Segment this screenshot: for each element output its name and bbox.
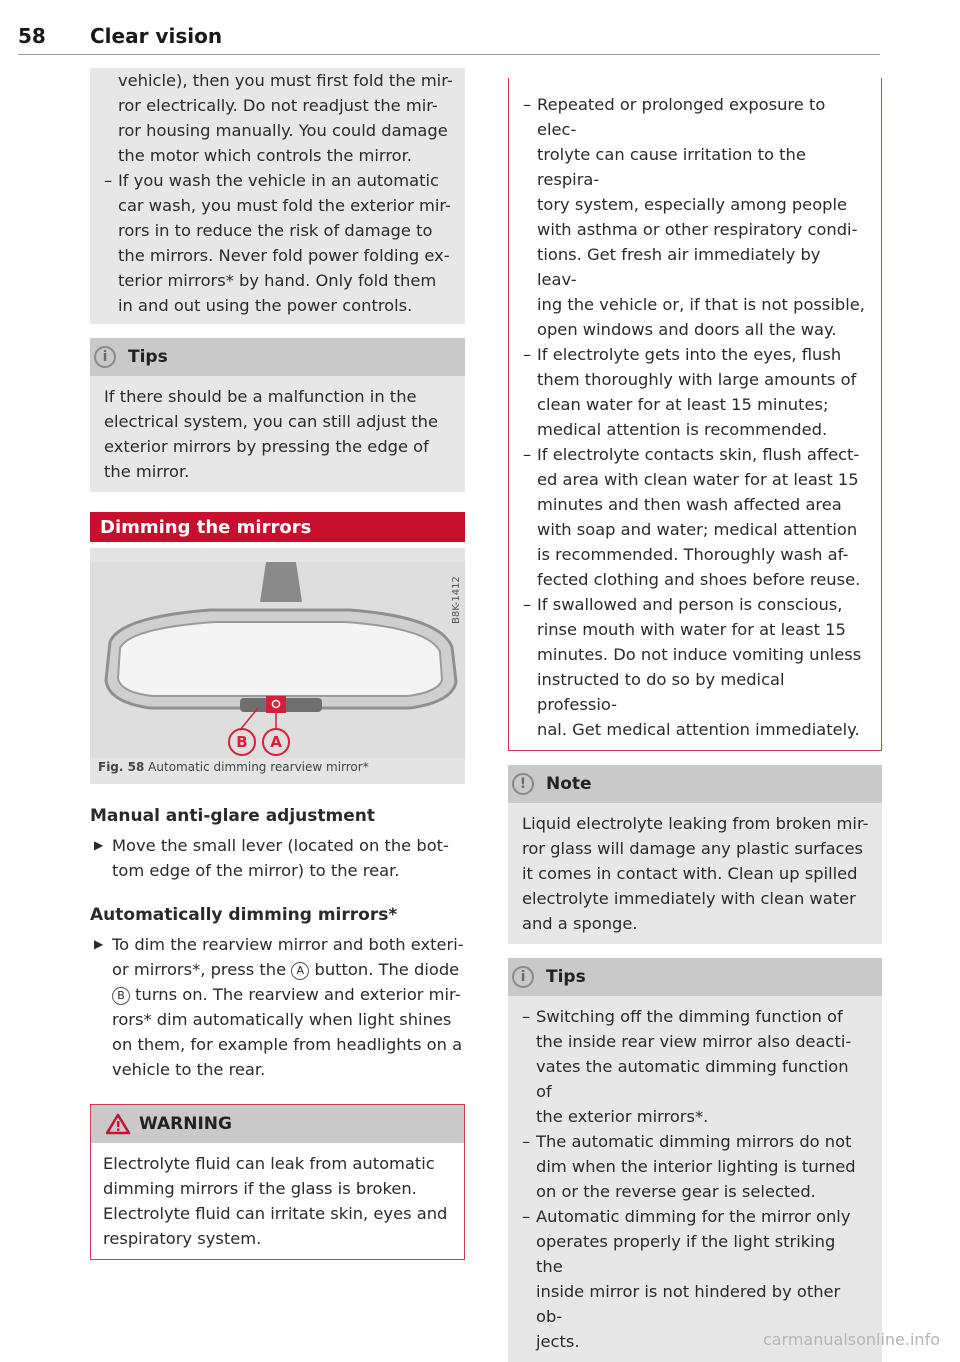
tips-box-left <box>90 338 465 492</box>
manual-step: ▶ Move the small lever (located on the bot- tom edge of the mirror) to the rear. <box>90 833 465 883</box>
tips-body: If there should be a malfunction in the electrical system, you can still adjust the exterior mirrors by pressing the edge of the mirror. <box>90 376 465 492</box>
diode-b-ref: B <box>112 987 130 1005</box>
section-banner: Dimming the mirrors <box>90 512 465 542</box>
list-item: – If you wash the vehicle in an automatic car wash, you must fold the exterior mir- rors in to reduce the risk of damage to the mirrors. Never fold power folding ex- terior mirrors* by hand. Only fold them in and out using the power controls. <box>104 171 451 315</box>
figure-code <box>447 552 463 624</box>
list-item: – Switching off the dimming function of the inside rear view mirror also deacti- vates the automatic dimming function of the exterior mirrors*. <box>522 1007 852 1126</box>
figure-mirror <box>90 548 465 784</box>
list-item: – If swallowed and person is conscious, rinse mouth with water for at least 15 minutes. Do not induce vomiting unless instructed to do so by medical professio- nal. Get medical attention immediately. <box>523 595 862 739</box>
list-item: – Automatic dimming for the mirror only operates properly if the light striking the inside mirror is not hindered by other ob- jects. <box>522 1207 851 1351</box>
callout-a: A <box>262 728 290 756</box>
warning-body: Electrolyte fluid can leak from automatic dimming mirrors if the glass is broken. Electrolyte fluid can irritate skin, eyes and respiratory system. <box>103 1154 448 1248</box>
callout-b: B <box>228 728 256 756</box>
warning-box <box>90 1104 465 1260</box>
tips-box-right <box>508 958 882 1362</box>
warning-icon <box>105 1113 131 1135</box>
watermark: carmanualsonline.info <box>762 1330 940 1349</box>
auto-heading: Automatically dimming mirrors* <box>90 905 398 925</box>
note-box <box>508 765 882 944</box>
tips-header: i Tips <box>90 338 465 376</box>
exclamation-icon: ! <box>512 773 534 795</box>
right-column <box>508 78 882 1362</box>
page-number: 58 <box>18 24 46 48</box>
continued-list <box>90 68 465 324</box>
section-title: Clear vision <box>90 24 223 48</box>
manual-heading: Manual anti-glare adjustment <box>90 806 375 826</box>
note-body: Liquid electrolyte leaking from broken mir- ror glass will damage any plastic surfaces it comes in contact with. Clean up spilled electrolyte immediately with clean water and a sponge. <box>508 803 882 944</box>
list-item: – If electrolyte contacts skin, flush affect- ed area with clean water for at least 15 minutes and then wash affected area with soap and water; medical attention is recommended. Thoroughly wash af- fected clothing and shoes before reuse. <box>523 445 861 589</box>
auto-step: ▶ To dim the rearview mirror and both exteri- or mirrors*, press the A button. The diode B turns on. The rearview and exterior mir- rors* dim automatically when light shines on them, for example from headlights on a vehicle to the rear. <box>90 932 465 1082</box>
warning-header: WARNING <box>91 1105 464 1143</box>
figure-caption: Fig. 58 Automatic dimming rearview mirror* <box>98 760 369 774</box>
step-arrow-icon: ▶ <box>94 838 104 852</box>
list-item: – The automatic dimming mirrors do not dim when the interior lighting is turned on or the reverse gear is selected. <box>522 1132 856 1201</box>
list-item: – If electrolyte gets into the eyes, flush them thoroughly with large amounts of clean water for at least 15 minutes; medical attention is recommended. <box>523 345 857 439</box>
button-a-ref: A <box>291 962 309 980</box>
info-icon: i <box>512 966 534 988</box>
note-header: ! Note <box>508 765 882 803</box>
svg-text:B8K-1412: B8K-1412 <box>451 576 462 624</box>
left-column <box>90 68 465 1260</box>
page-header <box>18 22 880 55</box>
tips-header: i Tips <box>508 958 882 996</box>
info-icon: i <box>94 346 116 368</box>
step-arrow-icon: ▶ <box>94 937 104 951</box>
warning-continued <box>508 78 882 751</box>
tips-body <box>508 996 882 1362</box>
list-item: – Repeated or prolonged exposure to elec- trolyte can cause irritation to the respira- tory system, especially among people with asthma or other respiratory condi- tions. Get fresh air immediately by leav- ing the vehicle or, if that is not possible, open windows and doors all the way. <box>523 95 865 339</box>
list-item-continued: vehicle), then you must first fold the mir- ror electrically. Do not readjust the mir- ror housing manually. You could damage the motor which controls the mirror. <box>118 71 453 165</box>
